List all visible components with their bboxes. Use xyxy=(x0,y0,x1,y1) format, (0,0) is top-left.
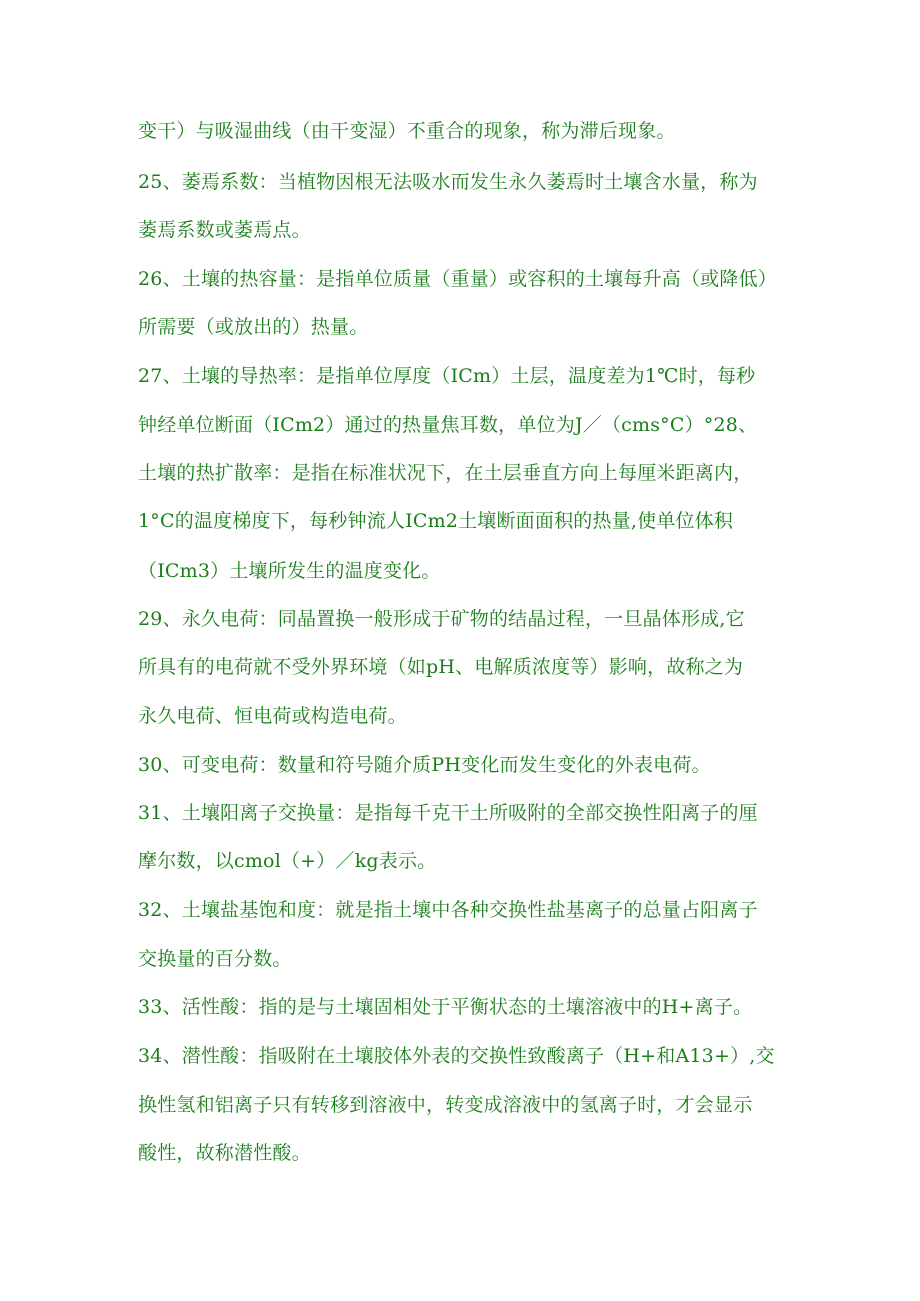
text-line: 土壤的热扩散率：是指在标准状况下，在土层垂直方向上每厘米距离内， xyxy=(138,462,753,484)
text-line: 交换量的百分数。 xyxy=(138,948,292,970)
text-line: 所具有的电荷就不受外界环境（如pH、电解质浓度等）影响，故称之为 xyxy=(138,656,744,678)
text-line: 33、活性酸：指的是与土壤固相处于平衡状态的土壤溶液中的H+离子。 xyxy=(138,996,753,1018)
text-line: 永久电荷、恒电荷或构造电荷。 xyxy=(138,705,407,727)
text-line: 34、潜性酸：指吸附在土壤胶体外表的交换性致酸离子（H+和A13+）,交 xyxy=(138,1045,775,1067)
text-line: 29、永久电荷：同晶置换一般形成于矿物的结晶过程，一旦晶体形成,它 xyxy=(138,608,745,630)
text-line: 变干）与吸湿曲线（由干变湿）不重合的现象，称为滞后现象。 xyxy=(138,120,676,142)
text-line: 26、土壤的热容量：是指单位质量（重量）或容积的土壤每升高（或降低） xyxy=(138,268,777,290)
text-line: 27、土壤的导热率：是指单位厚度（ICm）土层，温度差为1℃时，每秒 xyxy=(138,365,756,387)
text-line: 摩尔数，以cmol（+）／kg表示。 xyxy=(138,850,437,872)
text-line: 32、土壤盐基饱和度：就是指土壤中各种交换性盐基离子的总量占阳离子 xyxy=(138,899,758,921)
text-line: 所需要（或放出的）热量。 xyxy=(138,316,369,338)
text-line: 酸性，故称潜性酸。 xyxy=(138,1142,311,1164)
text-line: 1°C的温度梯度下，每秒钟流人ICm2土壤断面面积的热量,使单位体积 xyxy=(138,510,734,532)
text-line: 30、可变电荷：数量和符号随介质PH变化而发生变化的外表电荷。 xyxy=(138,754,711,776)
text-line: 钟经单位断面（ICm2）通过的热量焦耳数，单位为J／（cms°C）°28、 xyxy=(138,414,758,436)
text-line: 31、土壤阳离子交换量：是指每千克干土所吸附的全部交换性阳离子的厘 xyxy=(138,802,758,824)
text-line: 换性氢和铝离子只有转移到溶液中，转变成溶液中的氢离子时，才会显示 xyxy=(138,1094,753,1116)
text-line: 25、萎焉系数：当植物因根无法吸水而发生永久萎焉时土壤含水量，称为 xyxy=(138,171,758,193)
text-line: （ICm3）土壤所发生的温度变化。 xyxy=(138,560,441,582)
text-line: 萎焉系数或萎焉点。 xyxy=(138,219,311,241)
